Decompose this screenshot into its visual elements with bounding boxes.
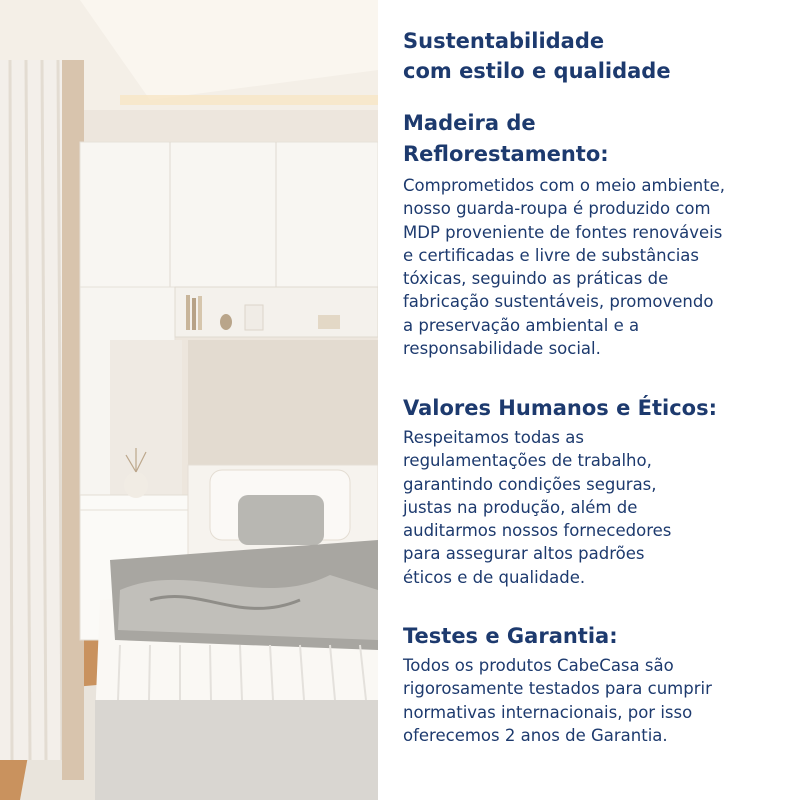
body-line: Comprometidos com o meio ambiente, xyxy=(403,176,726,195)
body-line: auditarmos nossos fornecedores xyxy=(403,521,672,541)
body-line: rigorosamente testados para cumprir xyxy=(403,679,712,699)
section-body-testing-warranty xyxy=(403,654,795,747)
section-title-reforestation xyxy=(403,108,609,170)
body-line: a preservação ambiental e a xyxy=(403,315,640,335)
body-line: garantindo condições seguras, xyxy=(403,474,657,494)
headline xyxy=(403,26,671,86)
body-line: e certificadas e livre de substâncias xyxy=(403,245,700,265)
section-title-line: Valores Humanos e Éticos: xyxy=(403,396,717,420)
body-line: normativas internacionais, por isso xyxy=(403,702,693,722)
section-title-human-values xyxy=(403,393,717,424)
body-line: nosso guarda-roupa é produzido com xyxy=(403,199,711,219)
body-line: responsabilidade social. xyxy=(403,339,601,359)
body-line: regulamentações de trabalho, xyxy=(403,451,652,471)
body-line: tóxicas, seguindo as práticas de xyxy=(403,269,669,289)
body-line: oferecemos 2 anos de Garantia. xyxy=(403,725,668,745)
body-line: para assegurar altos padrões xyxy=(403,544,645,564)
headline-line: Sustentabilidade xyxy=(403,29,605,53)
section-title-line: Reflorestamento: xyxy=(403,142,609,166)
section-title-line: Madeira de xyxy=(403,111,536,135)
headline-line: com estilo e qualidade xyxy=(403,59,671,83)
info-panel xyxy=(378,0,800,800)
body-line: fabricação sustentáveis, promovendo xyxy=(403,292,714,312)
bedroom-photo xyxy=(0,0,378,800)
body-line: MDP proveniente de fontes renováveis xyxy=(403,222,723,242)
section-title-line: Testes e Garantia: xyxy=(403,624,618,648)
body-line: Todos os produtos CabeCasa são xyxy=(403,656,674,675)
bedroom-illustration xyxy=(0,0,378,800)
body-line: éticos e de qualidade. xyxy=(403,567,586,587)
section-body-reforestation xyxy=(403,174,795,360)
section-body-human-values xyxy=(403,426,795,589)
section-title-testing-warranty xyxy=(403,621,618,652)
body-line: Respeitamos todas as xyxy=(403,428,584,447)
body-line: justas na produção, além de xyxy=(403,497,638,517)
